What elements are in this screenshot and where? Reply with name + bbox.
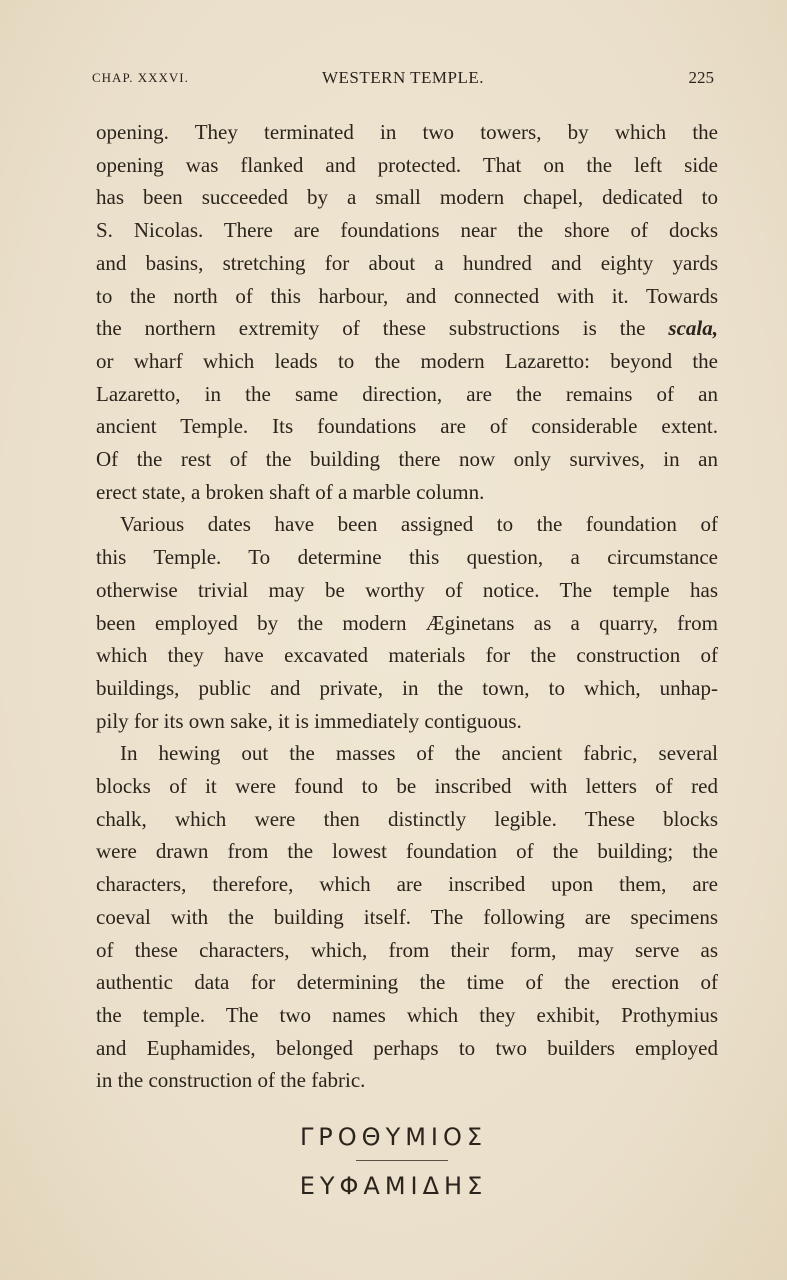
text-line: blocks of it were found to be inscribed with letters of red bbox=[96, 774, 718, 799]
italic-word: scala, bbox=[668, 316, 718, 341]
text-line: this Temple. To determine this question, a circumstance bbox=[96, 545, 718, 570]
text-line: otherwise trivial may be worthy of notice. The temple has bbox=[96, 577, 718, 602]
text-line: opening was flanked and protected. That on the left side bbox=[96, 152, 718, 177]
text-line: Lazaretto, in the same direction, are the remains of an bbox=[96, 381, 718, 406]
text-line: has been succeeded by a small modern chapel, dedicated to bbox=[96, 185, 718, 210]
running-header bbox=[92, 68, 714, 92]
text-line-with-italic bbox=[96, 312, 718, 345]
text-line: S. Nicolas. There are foundations near the shore of docks bbox=[96, 218, 718, 243]
text-line: erect state, a broken shaft of a marble column. bbox=[96, 479, 485, 504]
text-line: In hewing out the masses of the ancient fabric, several bbox=[120, 741, 718, 766]
text-line: opening. They terminated in two towers, by which the bbox=[96, 120, 718, 144]
page-number: 225 bbox=[688, 68, 714, 87]
text-line: and basins, stretching for about a hundred and eighty yards bbox=[96, 250, 718, 275]
text-line: authentic data for determining the time of the erection of bbox=[96, 970, 718, 995]
text-line: pily for its own sake, it is immediately contiguous. bbox=[96, 708, 522, 733]
text-line: or wharf which leads to the modern Lazaretto: beyond the bbox=[96, 348, 718, 373]
text-line: characters, therefore, which are inscribed upon them, are bbox=[96, 872, 718, 897]
text-line: chalk, which were then distinctly legible. These blocks bbox=[96, 806, 718, 831]
text-line: buildings, public and private, in the town, to which, unhap- bbox=[96, 675, 718, 700]
text-line: were drawn from the lowest foundation of the building; the bbox=[96, 839, 718, 864]
chapter-label: CHAP. XXXVI. bbox=[92, 70, 189, 85]
text-line: the temple. The two names which they exhibit, Prothymius bbox=[96, 1002, 718, 1027]
text-line: Various dates have been assigned to the foundation of bbox=[120, 512, 718, 537]
inscription-divider bbox=[356, 1160, 448, 1161]
inscription-euphamides: ΕΥΦΑΜΙΔΗΣ bbox=[299, 1172, 488, 1200]
text-line: been employed by the modern Æginetans as a quarry, from bbox=[96, 610, 718, 635]
text-line: ancient Temple. Its foundations are of considerable extent. bbox=[96, 414, 718, 439]
text-line: Of the rest of the building there now only survives, in an bbox=[96, 447, 718, 472]
text-line: of these characters, which, from their form, may serve as bbox=[96, 937, 718, 962]
inscription-prothymios: ΓΡΟΘΥΜΙΟΣ bbox=[299, 1123, 488, 1151]
text-line: and Euphamides, belonged perhaps to two builders employed bbox=[96, 1035, 718, 1060]
text-line: in the construction of the fabric. bbox=[96, 1068, 366, 1093]
text-line: coeval with the building itself. The following are specimens bbox=[96, 904, 718, 929]
text-line: which they have excavated materials for the construction of bbox=[96, 643, 718, 668]
text-line: to the north of this harbour, and connected with it. Towards bbox=[96, 283, 718, 308]
page-title: WESTERN TEMPLE. bbox=[321, 68, 485, 87]
body-text bbox=[96, 116, 718, 1097]
text-segment: the northern extremity of these substructions is the bbox=[96, 316, 669, 341]
